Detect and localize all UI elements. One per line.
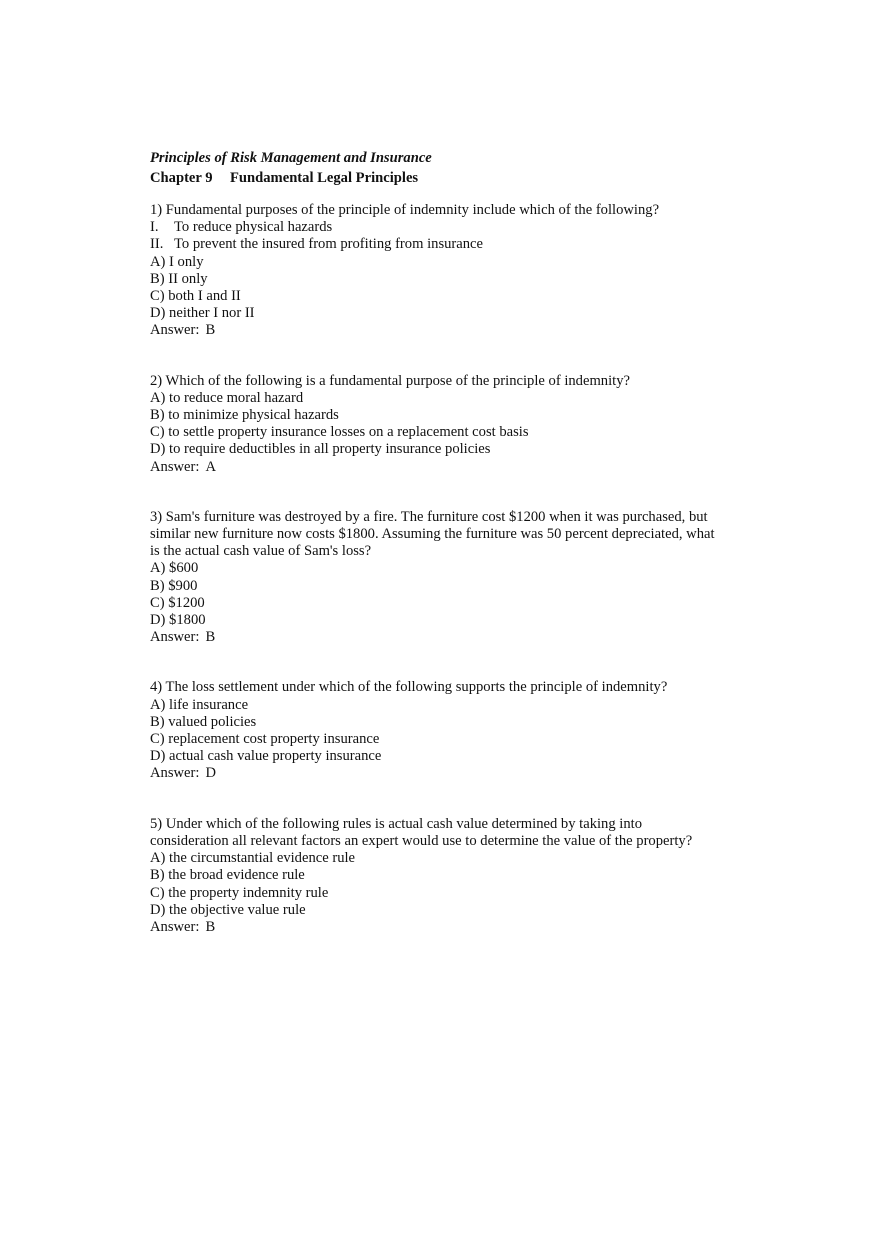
answer-option-b: B) II only	[150, 270, 208, 287]
statement-i	[150, 219, 750, 236]
statement-ii	[150, 236, 750, 253]
answer-label: Answer:	[150, 629, 200, 646]
answer-label: Answer:	[150, 765, 200, 782]
answer-value: A	[205, 458, 216, 475]
document-page	[150, 148, 750, 936]
answer-line	[150, 322, 750, 339]
answer-option-a: A) the circumstantial evidence rule	[150, 850, 356, 867]
question-3	[150, 509, 750, 647]
answer-option-c: C) both I and II	[150, 288, 241, 305]
answer-option-d: D) actual cash value property insurance	[150, 748, 382, 765]
answer-value: B	[205, 322, 216, 339]
answer-line	[150, 629, 750, 646]
book-title: Principles of Risk Management and Insurance	[150, 150, 432, 166]
answer-option-b: B) to minimize physical hazards	[150, 407, 339, 424]
chapter-heading	[150, 168, 750, 188]
answer-option-a: A) I only	[150, 253, 204, 270]
answer-value: B	[205, 918, 216, 935]
answer-option-c: C) to settle property insurance losses on a replacement cost basis	[150, 424, 529, 441]
question-stem-line-2: similar new furniture now costs $1800. Assuming the furniture was 50 percent depreciated, what	[150, 526, 715, 543]
answer-line	[150, 919, 750, 936]
answer-option-c: C) $1200	[150, 594, 205, 611]
answer-label: Answer:	[150, 918, 200, 935]
chapter-title: Fundamental Legal Principles	[230, 170, 419, 186]
answer-option-c: C) the property indemnity rule	[150, 884, 329, 901]
answer-label: Answer:	[150, 322, 200, 339]
question-stem-line-1: 5) Under which of the following rules is actual cash value determined by taking into	[150, 815, 642, 832]
answer-value: D	[205, 765, 216, 782]
chapter-number: Chapter 9	[150, 170, 213, 186]
answer-line	[150, 459, 750, 476]
statement-label: I.	[150, 219, 159, 236]
answer-option-b: B) valued policies	[150, 713, 257, 730]
question-2	[150, 373, 750, 476]
statement-text: To prevent the insured from profiting from insurance	[174, 236, 484, 253]
answer-option-d: D) $1800	[150, 612, 206, 629]
statement-text: To reduce physical hazards	[174, 219, 333, 236]
answer-value: B	[205, 629, 216, 646]
question-5	[150, 816, 750, 936]
question-stem-line-1: 3) Sam's furniture was destroyed by a fire. The furniture cost $1200 when it was purchased, but	[150, 508, 708, 525]
question-stem: 2) Which of the following is a fundamental purpose of the principle of indemnity?	[150, 372, 630, 389]
question-stem-line-3: is the actual cash value of Sam's loss?	[150, 543, 372, 560]
answer-option-a: A) life insurance	[150, 696, 249, 713]
answer-option-a: A) $600	[150, 560, 199, 577]
answer-option-c: C) replacement cost property insurance	[150, 731, 380, 748]
question-stem: 4) The loss settlement under which of the following supports the principle of indemnity?	[150, 679, 668, 696]
answer-label: Answer:	[150, 458, 200, 475]
question-stem: 1) Fundamental purposes of the principle of indemnity include which of the following?	[150, 202, 660, 218]
answer-option-d: D) neither I nor II	[150, 305, 255, 322]
answer-option-b: B) $900	[150, 577, 198, 594]
question-4	[150, 679, 750, 782]
answer-line	[150, 765, 750, 782]
answer-option-d: D) to require deductibles in all property insurance policies	[150, 441, 491, 458]
question-1	[150, 202, 750, 340]
statement-label: II.	[150, 236, 164, 253]
question-stem-line-2: consideration all relevant factors an expert would use to determine the value of the property?	[150, 832, 693, 849]
answer-option-b: B) the broad evidence rule	[150, 867, 305, 884]
answer-option-a: A) to reduce moral hazard	[150, 389, 304, 406]
answer-option-d: D) the objective value rule	[150, 901, 306, 918]
